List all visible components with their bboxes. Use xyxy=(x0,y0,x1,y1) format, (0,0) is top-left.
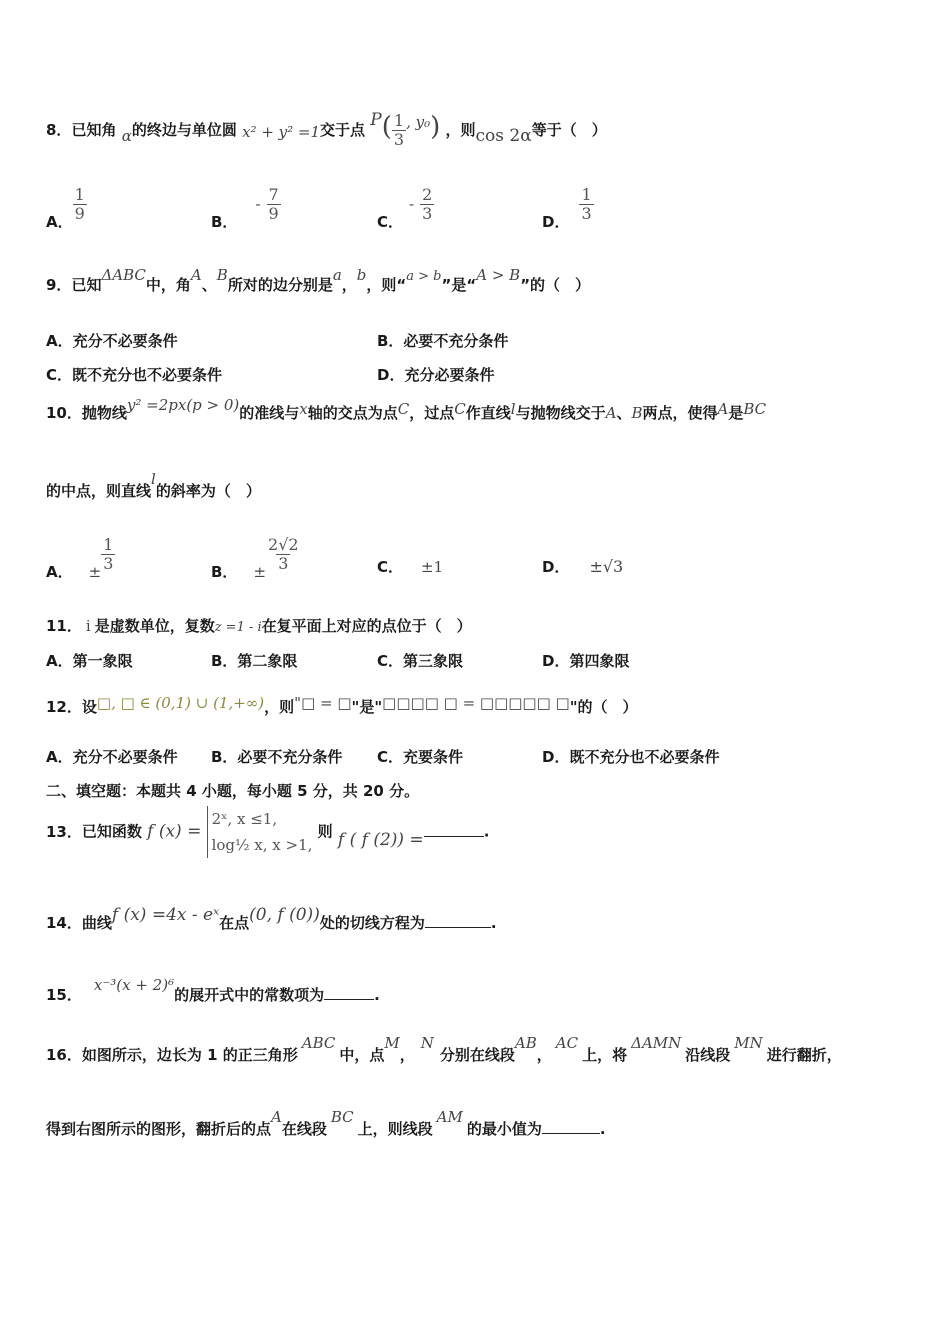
q10-option-c[interactable]: C． ±1 xyxy=(377,558,444,576)
q11-option-d[interactable]: D．第四象限 xyxy=(542,652,630,670)
q11-option-a[interactable]: A．第一象限 xyxy=(46,652,133,670)
question-11: 11． i 是虚数单位，复数z =1 - i在复平面上对应的点位于（ ） xyxy=(46,617,472,635)
question-15: 15．x⁻³(x + 2)⁶的展开式中的常数项为 . xyxy=(46,976,380,1004)
q9-option-c[interactable]: C．既不充分也不必要条件 xyxy=(46,366,223,384)
question-16-line2: 得到右图所示的图形，翻折后的点A在线段BC上，则线段AM的最小值为 . xyxy=(46,1108,606,1138)
q8-option-c[interactable]: C．- $\frac{2}{3}$ xyxy=(377,185,433,231)
q13-piecewise: 2ˣ, x ≤1, log½ x, x >1, xyxy=(207,806,313,858)
q9-option-a[interactable]: A．充分不必要条件 xyxy=(46,332,178,350)
question-13: 13．已知函数 f (x) = 2ˣ, x ≤1, log½ x, x >1, 则 f ( f (2)) = . xyxy=(46,806,489,858)
question-14: 14．曲线f (x) =4x - eˣ在点(0, f (0))处的切线方程为 . xyxy=(46,905,497,932)
q8-option-b[interactable]: B．- $\frac{7}{9}$ xyxy=(211,185,279,231)
q10-option-d[interactable]: D． ±√3 xyxy=(542,557,624,576)
q15-answer-blank[interactable] xyxy=(324,999,374,1000)
q12-option-d[interactable]: D．既不充分也不必要条件 xyxy=(542,748,720,766)
q9-option-d[interactable]: D．充分必要条件 xyxy=(377,366,495,384)
paren-close: ) xyxy=(430,112,441,142)
q14-answer-blank[interactable] xyxy=(425,927,491,928)
paren-open: ( xyxy=(381,112,392,142)
q13-answer-blank[interactable] xyxy=(424,836,484,837)
q11-option-c[interactable]: C．第三象限 xyxy=(377,652,464,670)
q8-number: 8． xyxy=(46,121,72,139)
question-10: 10．抛物线y² =2px(p > 0)的准线与x轴的交点为点C，过点C作直线l与抛物线交于A、B两点，使得A是BC xyxy=(46,396,767,422)
q12-option-a[interactable]: A．充分不必要条件 xyxy=(46,748,178,766)
q11-option-b[interactable]: B．第二象限 xyxy=(211,652,298,670)
q10-option-a[interactable]: A． ± $\frac{1}{3}$ xyxy=(46,535,114,581)
q8-option-d[interactable]: D． $\frac{1}{3}$ xyxy=(542,185,592,231)
q16-answer-blank[interactable] xyxy=(542,1133,600,1134)
question-9: 9．已知ΔABC中，角A、B所对的边分别是a，b，则“a > b”是“A > B”的（ ） xyxy=(46,266,591,294)
q10-option-b[interactable]: B． ± $\frac{2√2}{3}$ xyxy=(211,535,299,581)
section-2-heading: 二、填空题：本题共 4 小题，每小题 5 分，共 20 分。 xyxy=(46,782,420,800)
q8-point-fraction: $\frac{1}{3}$ xyxy=(393,111,405,149)
question-16: 16．如图所示，边长为 1 的正三角形ABC中，点M，N分别在线段AB，AC上，将ΔAMN沿线段MN进行翻折， xyxy=(46,1034,842,1064)
q8-option-a[interactable]: A． $\frac{1}{9}$ xyxy=(46,185,85,231)
question-8: 8．已知角 α的终边与单位圆 x² + y² =1交于点 P( $\frac{1}{3}$ , y₀) ，则cos 2α等于（ ） xyxy=(46,110,607,149)
question-10-line2: 的中点，则直线l的斜率为（ ） xyxy=(46,470,261,500)
q9-option-b[interactable]: B．必要不充分条件 xyxy=(377,332,509,350)
q12-option-c[interactable]: C．充要条件 xyxy=(377,748,464,766)
question-12: 12．设□, □ ∈ (0,1) ∪ (1,+∞)，则"□ = □"是"□□□□ □ = □□□□□ □"的（ ） xyxy=(46,694,638,716)
q12-option-b[interactable]: B．必要不充分条件 xyxy=(211,748,343,766)
